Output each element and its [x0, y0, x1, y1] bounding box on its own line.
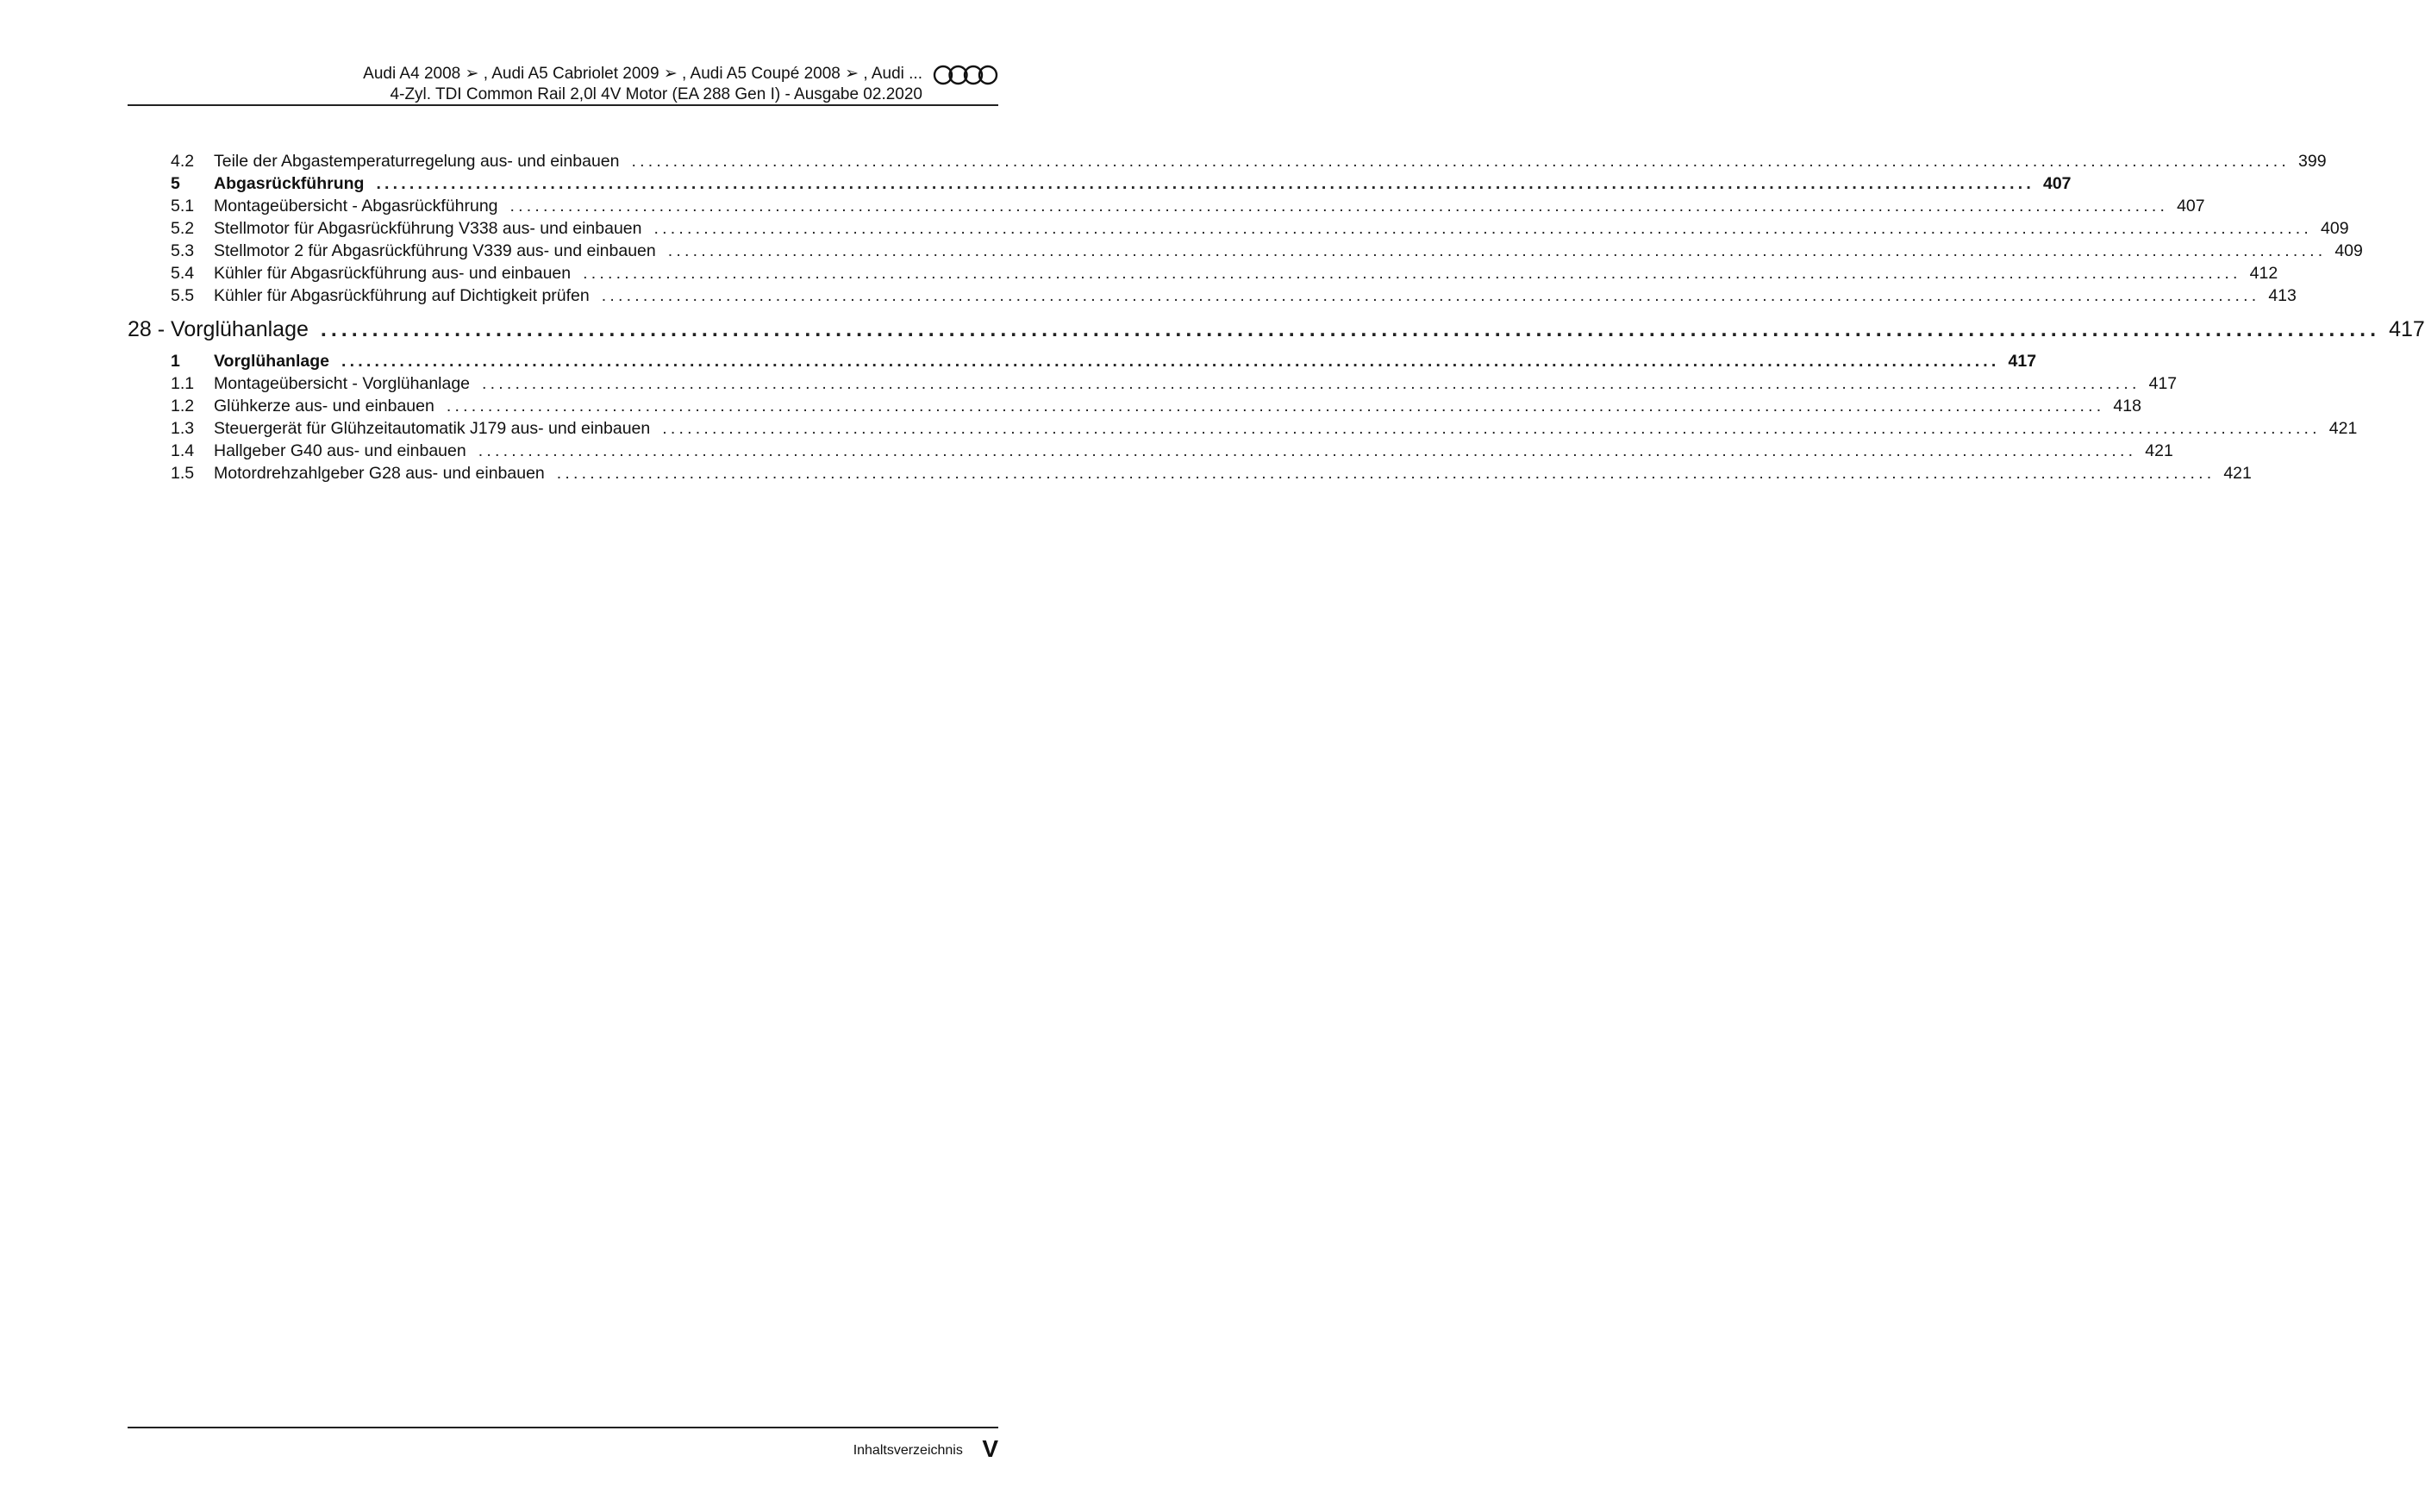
toc-dot-leader: ........................................................................................................................................................................................................: [509, 197, 2169, 216]
toc-dot-leader: ........................................................................................................................................................................................................: [653, 219, 2313, 238]
toc-entry[interactable]: [128, 172, 2072, 195]
toc-dot-leader: ........................................................................................................................................................................................................: [583, 264, 2241, 283]
toc-entry-page: 407: [2177, 197, 2205, 216]
toc-entry-number: 1.4: [171, 441, 195, 460]
toc-entry[interactable]: [128, 395, 2141, 417]
page-footer: [853, 1436, 998, 1464]
toc-entry[interactable]: [128, 372, 2178, 395]
toc-entry[interactable]: [128, 284, 2297, 307]
toc-entry[interactable]: [128, 217, 2349, 240]
toc-chapter-title: 28 - Vorglühanlage: [128, 309, 321, 350]
toc-entry[interactable]: [128, 195, 2205, 217]
toc-dot-leader: ........................................................................................................................................................................................................: [482, 374, 2141, 393]
toc-entry-title: Teile der Abgastemperaturregelung aus- und einbauen: [214, 150, 632, 172]
toc-entry-number: 1.3: [171, 419, 195, 438]
toc-dot-leader: ........................................................................................................................................................................................................: [341, 352, 2000, 371]
toc-chapter-page: 417: [2389, 317, 2425, 341]
table-of-contents: [128, 150, 2425, 484]
toc-dot-leader: ........................................................................................................................................................................................................: [478, 441, 2137, 460]
toc-entry-number: 4.2: [171, 152, 195, 171]
toc-entry-title: Steuergerät für Glühzeitautomatik J179 aus- und einbauen: [214, 417, 662, 440]
toc-entry-number: 5.5: [171, 286, 195, 305]
toc-section-after: [128, 350, 2358, 484]
toc-entry-title: Montageübersicht - Vorglühanlage: [214, 372, 482, 395]
toc-entry-page: 417: [2148, 374, 2178, 393]
toc-dot-leader: ........................................................................................................................................................................................................: [667, 241, 2327, 260]
toc-entry-page: 399: [2298, 152, 2327, 171]
toc-entry[interactable]: [128, 150, 2327, 172]
footer-section-label: Inhaltsverzeichnis: [853, 1443, 963, 1458]
toc-chapter-entry[interactable]: [128, 309, 2425, 350]
toc-entry-number: 1: [171, 352, 180, 371]
toc-entry-title: Motordrehzahlgeber G28 aus- und einbauen: [214, 462, 557, 484]
toc-entry-title: Glühkerze aus- und einbauen: [214, 395, 447, 417]
page-header: [128, 60, 998, 105]
toc-entry-title: Kühler für Abgasrückführung aus- und einbauen: [214, 262, 583, 284]
toc-entry-title: Abgasrückführung: [214, 172, 376, 195]
toc-entry-page: 417: [2008, 352, 2037, 371]
toc-entry-title: Stellmotor für Abgasrückführung V338 aus- und einbauen: [214, 217, 654, 240]
toc-dot-leader: ........................................................................................................................................................................................................: [631, 152, 2291, 171]
footer-page-number: V: [982, 1435, 998, 1462]
toc-entry-title: Kühler für Abgasrückführung auf Dichtigkeit prüfen: [214, 284, 602, 307]
toc-entry-number: 5.1: [171, 197, 195, 216]
toc-entry[interactable]: [128, 350, 2037, 372]
toc-entry-page: 421: [2328, 419, 2358, 438]
toc-dot-leader: ........................................................................................................................................................................................................: [601, 286, 2260, 305]
toc-entry-page: 418: [2113, 397, 2141, 415]
toc-entry[interactable]: [128, 240, 2363, 262]
toc-entry-title: Stellmotor 2 für Abgasrückführung V339 aus- und einbauen: [214, 240, 668, 262]
toc-entry[interactable]: [128, 462, 2252, 484]
toc-entry-number: 5: [171, 174, 180, 193]
toc-entry-title: Vorglühanlage: [214, 350, 341, 372]
toc-entry-page: 412: [2249, 264, 2278, 283]
toc-entry-number: 1.1: [171, 374, 195, 393]
audi-rings-icon: [933, 64, 998, 86]
toc-entry-number: 1.2: [171, 397, 195, 415]
toc-entry-number: 5.3: [171, 241, 195, 260]
toc-entry-page: 413: [2268, 286, 2297, 305]
footer-divider: [128, 1427, 998, 1428]
toc-dot-leader: ........................................................................................................................................................................................................: [376, 174, 2034, 193]
toc-entry[interactable]: [128, 440, 2173, 462]
toc-entry-page: 409: [2321, 219, 2349, 238]
toc-entry-number: 1.5: [171, 464, 195, 483]
header-divider: [128, 104, 998, 106]
toc-entry-page: 409: [2334, 241, 2363, 260]
toc-entry[interactable]: [128, 417, 2358, 440]
toc-entry-title: Montageübersicht - Abgasrückführung: [214, 195, 510, 217]
toc-entry-title: Hallgeber G40 aus- und einbauen: [214, 440, 478, 462]
toc-dot-leader: ........................................................................................................................................................................................................: [446, 397, 2105, 415]
toc-entry-number: 5.2: [171, 219, 195, 238]
header-line-2: 4-Zyl. TDI Common Rail 2,0l 4V Motor (EA 288 Gen I) - Ausgabe 02.2020: [390, 85, 922, 103]
toc-entry-page: 421: [2145, 441, 2173, 460]
toc-dot-leader: ........................................................................................................................................................................................................: [320, 317, 2381, 341]
toc-entry-page: 421: [2223, 464, 2252, 483]
header-line-1: Audi A4 2008 ➢ , Audi A5 Cabriolet 2009 ➢ , Audi A5 Coupé 2008 ➢ , Audi ...: [363, 65, 922, 83]
toc-entry-page: 407: [2042, 174, 2072, 193]
toc-dot-leader: ........................................................................................................................................................................................................: [662, 419, 2321, 438]
toc-entry-number: 5.4: [171, 264, 195, 283]
toc-entry[interactable]: [128, 262, 2278, 284]
header-text: [363, 64, 922, 105]
toc-section-before: [128, 150, 2363, 307]
toc-dot-leader: ........................................................................................................................................................................................................: [556, 464, 2216, 483]
